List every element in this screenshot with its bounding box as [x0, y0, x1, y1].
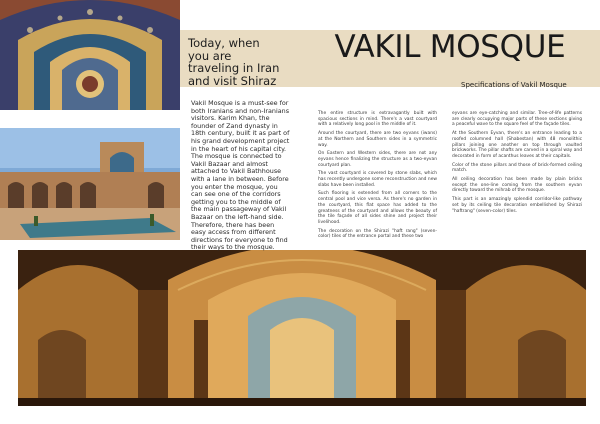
mosque-tile-archway-photo: [0, 0, 180, 110]
article-column-1: [318, 111, 437, 243]
paragraph: The decoration on the Shirazi "haft rang" (seven-color) tiles of the entrance portal and these two: [318, 228, 437, 240]
paragraph: eyvans are eye-catching and similar. Tree-of-life patterns are clearly occupying major parts of these sections giving a peaceful wave to the square feel of the façade tiles.: [452, 111, 582, 128]
paragraph: Color of the stone pillars and those of brick-formed ceiling match.: [452, 162, 582, 174]
paragraph: The entire structure is extravagantly built with spacious sections in mind. There's a vast courtyard with a relatively long pool in the middle of it.: [318, 111, 437, 128]
paragraph: On Eastern and Western sides, there are not any eyvans hence finalizing the structure as a two-eyvan courtyard plan.: [318, 151, 437, 168]
intro-paragraph: Vakil Mosque is a must-see for both Iranians and non-Iranians visitors. Karim Khan, the founder of Zand dynasty in 18th century, built it as part of his grand development project in the heart of his capital city. The mosque is connected to Vakil Bazaar and almost attached to Vakil Bathhouse with a lane in between. Before you enter the mosque, you can see one of the corridors getting you to the middle of the main passageway of Vakil Bazaar on the left-hand side. Therefore, there has been easy access from different directions for everyone to find their ways to the mosque.: [191, 99, 290, 252]
mosque-courtyard-photo: [0, 128, 180, 240]
intro-heading: Today, when you are traveling in Iran and visit Shiraz: [188, 36, 280, 88]
page-title: VAKIL MOSQUE: [334, 29, 566, 65]
paragraph: The vast courtyard is covered by stone slabs, which has recently undergone some reconstruction and new slabs have been installed.: [318, 171, 437, 188]
page-subtitle: Specifications of Vakil Mosque: [461, 81, 567, 89]
paragraph: At the Southern Eyvan, there's an entrance leading to a roofed columned hall (Shabestan) with 48 monolithic pillars joining one another on top through vaulted brickworks. The pillar shafts are carved in a spiral way and decorated in form of acanthus leaves at their capitals.: [452, 131, 582, 159]
mosque-columned-hall-photo: [18, 250, 586, 406]
paragraph: All ceiling decoration has been made by plain bricks except the one-line coming from the southern eyvan directly toward the mihrab of the mosque.: [452, 177, 582, 194]
paragraph: Such flooring is extended from all corners to the central pool and vice versa. As there's no garden in the courtyard, this flat space has added to the greatness of the courtyard and allows the beauty of the tile façade of all sides shine and project their livelihood.: [318, 191, 437, 225]
article-column-2: [452, 111, 582, 217]
paragraph: This part is an amazingly splendid corridor-like pathway set by its ceiling tile decoration embellished by Shirazi "haftrang" (seven-color) tiles.: [452, 197, 582, 214]
paragraph: Around the courtyard, there are two eyvans (iwans) at the Northern and Southern sides in a symmetric way.: [318, 131, 437, 148]
